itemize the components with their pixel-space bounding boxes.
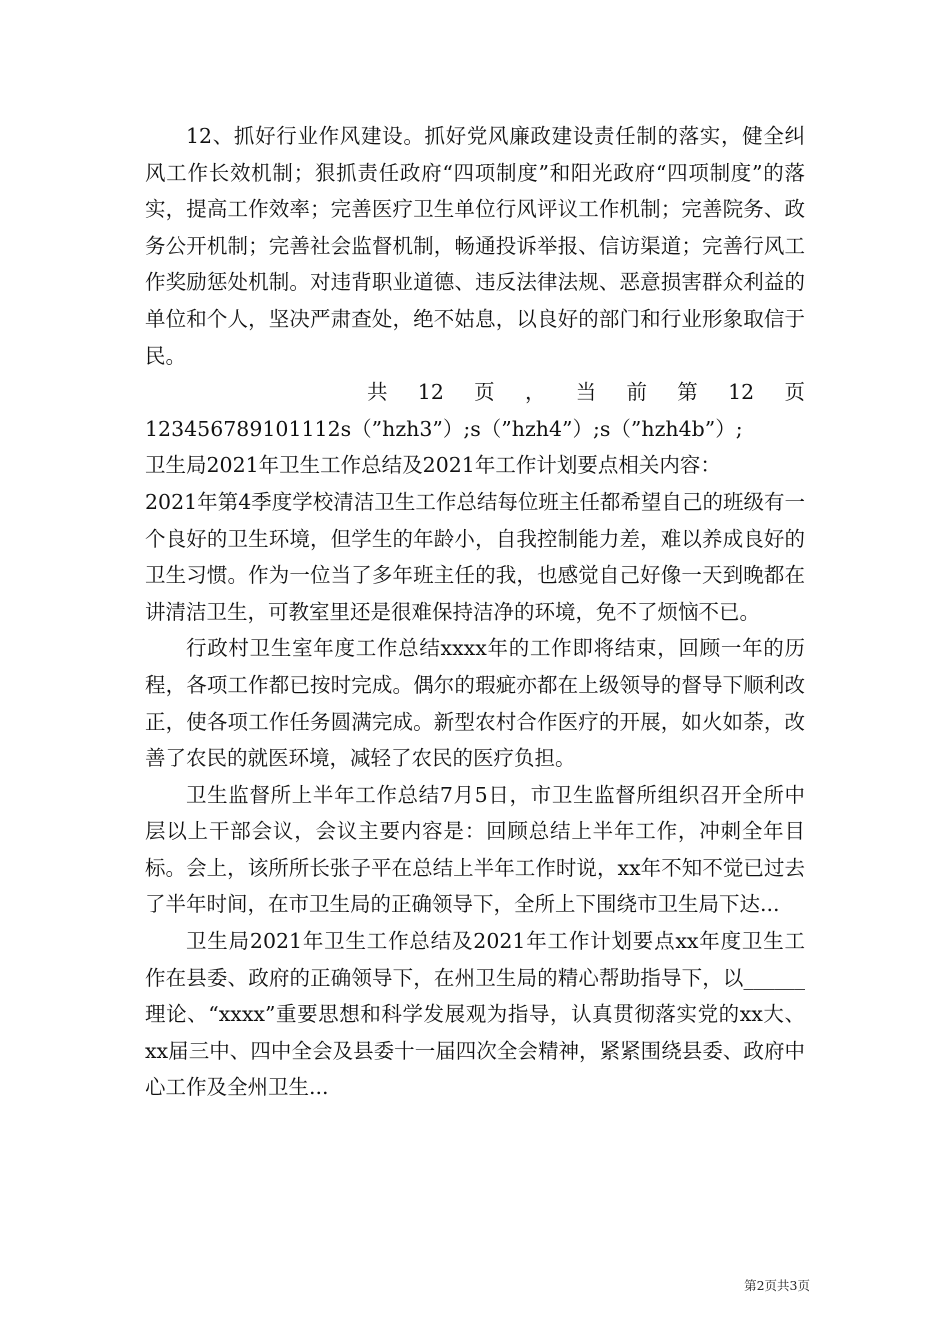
document-body: [145, 118, 805, 1106]
paragraph-health-bureau-plan: 卫生局2021年卫生工作总结及2021年工作计划要点xx年度卫生工作在县委、政府的正确领导下，在州卫生局的精心帮助指导下，以______理论、“xxxx”重要思想和科学发展观为指导，认真贯彻落实党的xx大、xx届三中、四中全会及县委十一届四次全会精神，紧紧围绕县委、政府中心工作及全州卫生...: [145, 929, 805, 1100]
page-count-line: [145, 374, 805, 411]
page-count-token: 页: [784, 380, 805, 405]
page-count-token: 页: [474, 380, 495, 405]
page-count-token: 12: [417, 380, 444, 405]
related-content-heading: 卫生局2021年卫生工作总结及2021年工作计划要点相关内容：: [145, 453, 721, 478]
page-count-token: 12: [728, 380, 755, 405]
paragraph-school-cleaning: 2021年第4季度学校清洁卫生工作总结每位班主任都希望自己的班级有一个良好的卫生环境，但学生的年龄小，自我控制能力差，难以养成良好的卫生习惯。作为一位当了多年班主任的我，也感觉自己好像一天到晚都在讲清洁卫生，可教室里还是很难保持洁净的环境，免不了烦恼不已。: [145, 489, 805, 624]
paragraph-industry-style: 12、抓好行业作风建设。抓好党风廉政建设责任制的落实，健全纠风工作长效机制；狠抓责任政府“四项制度”和阳光政府“四项制度”的落实，提高工作效率；完善医疗卫生单位行风评议工作机制；完善院务、政务公开机制；完善社会监督机制，畅通投诉举报、信访渠道；完善行风工作奖励惩处机制。对违背职业道德、违反法律法规、恶意损害群众利益的单位和个人，坚决严肃查处，绝不姑息，以良好的部门和行业形象取信于民。: [145, 124, 805, 368]
code-line: 123456789101112s（”hzh3”）;s（”hzh4”）;s（”hzh4b”）;: [145, 416, 743, 441]
page-count-token: 共: [367, 380, 388, 405]
page-count-token: 前: [626, 380, 647, 405]
paragraph-health-supervision: 卫生监督所上半年工作总结7月5日，市卫生监督所组织召开全所中层以上干部会议，会议主要内容是：回顾总结上半年工作，冲刺全年目标。会上，该所所长张子平在总结上半年工作时说，xx年不知不觉已过去了半年时间，在市卫生局的正确领导下，全所上下围绕市卫生局下达...: [145, 782, 805, 917]
paragraph-village-clinic: 行政村卫生室年度工作总结xxxx年的工作即将结束，回顾一年的历程，各项工作都已按时完成。偶尔的瑕疵亦都在上级领导的督导下顺利改正，使各项工作任务圆满完成。新型农村合作医疗的开展，如火如荼，改善了农民的就医环境，减轻了农民的医疗负担。: [145, 636, 805, 771]
page-count-token: 第: [677, 380, 698, 405]
page-count-token: ，: [524, 380, 546, 405]
page-count-token: 当: [575, 380, 597, 405]
page-footer: 第2页共3页: [744, 1278, 810, 1293]
